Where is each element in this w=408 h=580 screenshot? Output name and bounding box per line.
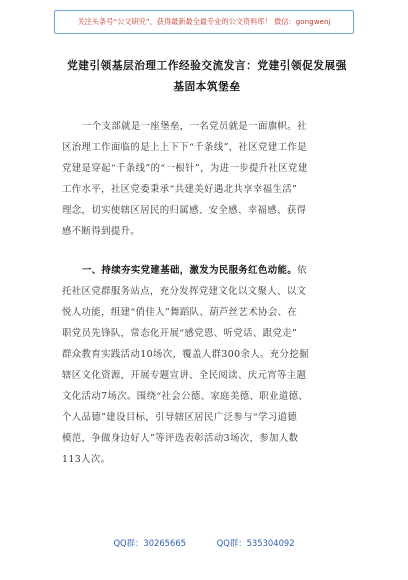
document-title-line-2: 基固本筑堡垒 bbox=[173, 81, 241, 93]
section-heading: 一、持续夯实党建基础，激发为民服务红色动能。 bbox=[82, 265, 298, 276]
paragraph-2-line: 托社区党群服务站点，充分发挥党建文化以文聚人、以文 bbox=[62, 286, 307, 297]
paragraph-2-line: 职党员先锋队，常态化开展“感党恩、听党话、跟党走” bbox=[62, 328, 298, 339]
paragraph-2-line: 辖区文化资源，开展专题宣讲、全民阅读、庆元宵等主题 bbox=[62, 370, 307, 381]
header-banner: 关注头条号“公文研究”，获得最新最全最专业的公文资料库！ 微信：gongwenj bbox=[54, 10, 354, 34]
paragraph-1-line: 一个支部就是一座堡垒，一名党员就是一面旗帜。社 bbox=[82, 121, 307, 132]
paragraph-1-line: 区治理工作面临的是上上下下“千条线”，社区党建工作是 bbox=[62, 142, 307, 153]
paragraph-1-line: 理念，切实使辖区居民的归属感、安全感、幸福感、获得 bbox=[62, 205, 307, 216]
paragraph-2-line: 悦人功能，组建“俏佳人”舞蹈队、葫芦丝艺术协会、在 bbox=[62, 307, 298, 318]
paragraph-1-line: 感不断得到提升。 bbox=[62, 226, 141, 237]
paragraph-2-line: 文化活动7场次。围绕“社会公德、家庭美德、职业道德、 bbox=[62, 391, 309, 402]
paragraph-1-line: 工作水平，社区党委秉承“共建美好遇北共享幸福生活” bbox=[62, 184, 298, 195]
footer-qq-group-2: QQ群：535304092 bbox=[216, 538, 295, 548]
paragraph-2-line: 个人品德”建设目标，引导辖区居民广泛参与“学习道德 bbox=[62, 412, 298, 423]
paragraph-2-line: 群众教育实践活动10场次，覆盖人群300余人。充分挖掘 bbox=[62, 349, 309, 360]
section-heading-tail: 依 bbox=[297, 265, 307, 276]
paragraph-2-line: 模范，争做身边好人”等评选表彰活动3场次，参加人数 bbox=[62, 433, 299, 444]
footer-qq-group-1: QQ群：30265665 bbox=[113, 538, 186, 548]
footer bbox=[0, 537, 408, 549]
document-title-line-1: 党建引领基层治理工作经验交流发言：党建引领促发展强 bbox=[67, 60, 347, 72]
paragraph-1-line: 党建是穿起“千条线”的“一根针”，为进一步提升社区党建 bbox=[62, 163, 308, 174]
section-heading-line bbox=[82, 262, 307, 276]
paragraph-2-line: 113人次。 bbox=[62, 454, 111, 465]
